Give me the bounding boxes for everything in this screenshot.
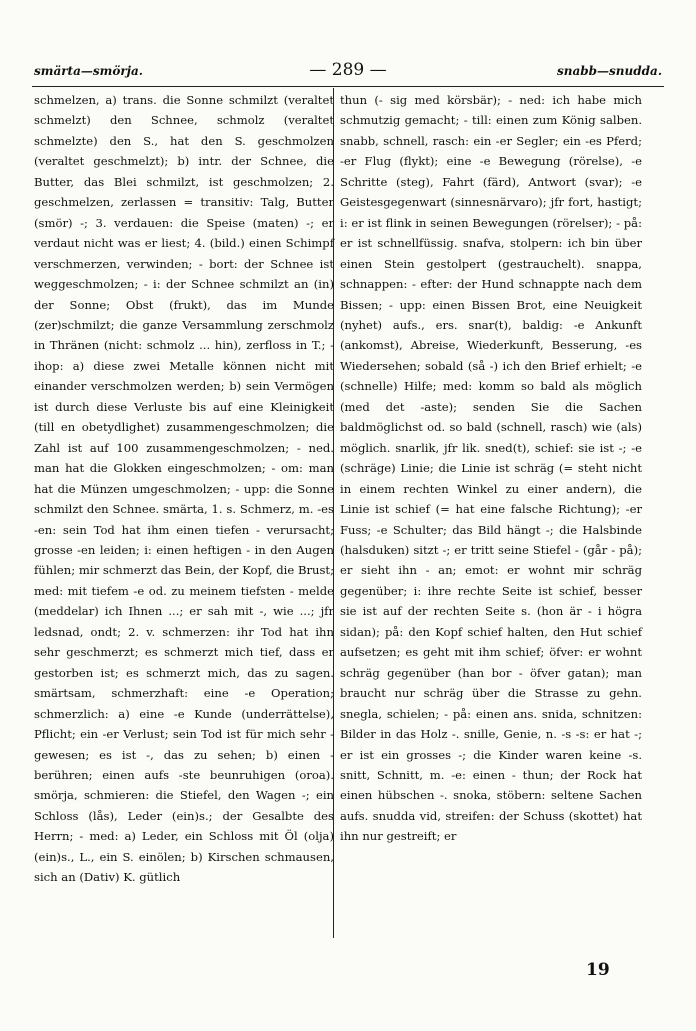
header-right-keyword: snabb—snudda. [557, 64, 662, 78]
header-rule [32, 86, 664, 87]
right-column [340, 90, 642, 847]
page-header [34, 60, 662, 82]
column-divider [333, 88, 334, 938]
right-column-text: thun (- sig med körsbär); - ned: ich habe mich schmutzig gemacht; - till: einen zum König salben. snabb, schnell, rasch: ein -er Segler; ein -es Pferd; -er Flug (flykt); eine -e Bewegung (rörelse), -e Schritte (steg), Fahrt (färd), Antwort (svar); -e Geistesgegenwart (sinnesnärvaro); jfr fort, hastigt; i: er ist flink in seinen Bewegungen (rörelser); - på: er ist schnellfüssig. snafva, stolpern: ich bin über einen Stein gestolpert (gestrauchelt). snappa, schnappen: - efter: der Hund schnappte nach dem Bissen; - upp: einen Bissen Brot, eine Neuigkeit (nyhet) aufs., ers. snar(t), baldig: -e Ankunft (ankomst), Abreise, Wiederkunft, Besserung, -es Wiedersehen; sobald (så -) ich den Brief erhielt; -e (schnelle) Hilfe; med: komm so bald als möglich (med det -aste); senden Sie die Sachen baldmöglichst od. so bald (schnell, rasch) wie (als) möglich. snarlik, jfr lik. sned(t), schief: sie ist -; -e (schräge) Linie; die Linie ist schräg (= steht nicht in einem rechten Winkel zu einer andern), die Linie ist schief (= hat eine falsche Richtung); -er Fuss; -e Schulter; das Bild hängt -; die Halsbinde (halsduken) sitzt -; er tritt seine Stiefel - (går - på); er sieht ihn - an; emot: er wohnt mir schräg gegenüber; i: ihre rechte Seite ist schief, besser sie ist auf der rechten Seite s. (hon är - i högra sidan); på: den Kopf schief halten, den Hut schief aufsetzen; es geht mit ihm schief; öfver: er wohnt schräg gegenüber (han bor - öfver gatan); man braucht nur schräg über die Strasse zu gehn. snegla, schielen; - på: einen ans. snida, schnitzen: Bilder in das Holz -. snille, Genie, n. -s -s: er hat -; er ist ein grosses -; die Kinder waren keine -s. snitt, Schnitt, m. -e: einen - thun; der Rock hat einen hübschen -. snoka, stöbern: seltene Sachen aufs. snudda vid, streifen: der Schuss (skottet) hat ihn nur gestreift; er [340, 93, 642, 844]
page-number: — 289 — [309, 60, 387, 80]
left-column [34, 90, 334, 888]
header-left-keyword: smärta—smörja. [34, 64, 143, 78]
left-column-text: schmelzen, a) trans. die Sonne schmilzt (veraltet schmelzt) den Schnee, schmolz (veraltet schmelzte) den S., hat den S. geschmolzen (veraltet geschmelzt); b) intr. der Schnee, die Butter, das Blei schmilzt, ist geschmolzen; 2. geschmelzen, zerlassen = transitiv: Talg, Butter (smör) -; 3. verdauen: die Speise (maten) -; er verdaut nicht was er liest; 4. (bild.) einen Schimpf verschmerzen, verwinden; - bort: der Schnee ist weggeschmolzen; - i: der Schnee schmilzt an (in) der Sonne; Obst (frukt), das im Munde (zer)schmilzt; die ganze Versammlung zerschmolz in Thränen (nicht: schmolz ... hin), zerfloss in T.; - ihop: a) diese zwei Metalle können nicht mit einander verschmolzen werden; b) sein Vermögen ist durch diese Verluste bis auf eine Kleinigkeit (till en obetydlighet) zusammengeschmolzen; die Zahl ist auf 100 zusammengeschmolzen; - ned. man hat die Glokken eingeschmolzen; - om: man hat die Münzen umgeschmolzen; - upp: die Sonne schmilzt den Schnee. smärta, 1. s. Schmerz, m. -es -en: sein Tod hat ihm einen tiefen - verursacht; grosse -en leiden; i: einen heftigen - in den Augen fühlen; mir schmerzt das Bein, der Kopf, die Brust; med: mit tiefem -e od. zu meinem tiefsten - melde (meddelar) ich Ihnen ...; er sah mit -, wie ...; jfr ledsnad, ondt; 2. v. schmerzen: ihr Tod hat ihn sehr geschmerzt; es schmerzt mich tief, dass er gestorben ist; es schmerzt mich, das zu sagen. smärtsam, schmerzhaft: eine -e Operation; schmerzlich: a) eine -e Kunde (underrättelse), Pflicht; ein -er Verlust; sein Tod ist für mich sehr - gewesen; es ist -, das zu sehen; b) einen - berühren; einen aufs -ste beunruhigen (oroa). smörja, schmieren: die Stiefel, den Wagen -; ein Schloss (lås), Leder (ein)s.; der Gesalbte des Herrn; - med: a) Leder, ein Schloss mit Öl (olja) (ein)s., L., ein S. einölen; b) Kirschen schmausen, sich an (Dativ) K. gütlich [34, 93, 334, 885]
signature-mark: 19 [586, 960, 610, 980]
